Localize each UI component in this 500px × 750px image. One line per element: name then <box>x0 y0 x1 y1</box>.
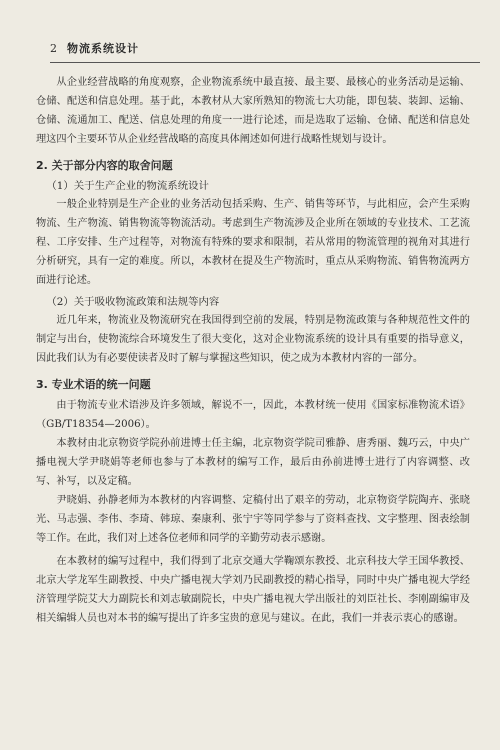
header-rule <box>50 62 480 63</box>
paragraph: 本教材由北京物资学院孙前进博士任主编，北京物资学院司雅静、唐秀丽、魏巧云，中央广播电视大学尹晓娟等老师也参与了本教材的编写工作，最后由孙前进博士进行了内容调整、改写、补写，以及定稿。 <box>36 438 470 487</box>
paragraph: 尹晓娟、孙静老师为本教材的内容调整、定稿付出了艰辛的劳动，北京物资学院陶卉、张晓光、马志强、李伟、李琦、韩琼、秦康利、张宁宇等同学参与了资料查找、文字整理、图表绘制等工作。在此，我们对上述各位老师和同学的辛勤劳动表示感谢。 <box>36 495 470 544</box>
running-header <box>36 40 470 56</box>
subsection-heading: （1）关于生产企业的物流系统设计 <box>46 180 209 192</box>
section-heading: 2. 关于部分内容的取舍问题 <box>36 159 173 172</box>
paragraph: 近几年来，物流业及物流研究在我国得到空前的发展，特别是物流政策与各种规范性文件的制定与出台，使物流综合环境发生了很大变化，这对企业物流系统的设计具有重要的指导意义，因此我们认为有必要使读者及时了解与掌握这些知识，使之成为本教材内容的一部分。 <box>36 315 470 364</box>
paragraph: 从企业经营战略的角度观察，企业物流系统中最直接、最主要、最核心的业务活动是运输、仓储、配送和信息处理。基于此，本教材从大家所熟知的物流七大功能，即包装、装卸、运输、仓储、流通加工、配送、信息处理的角度一一进行论述，而是选取了运输、仓储、配送和信息处理这四个主要环节从企业经营战略的高度具体阐述如何进行战略性规划与设计。 <box>36 77 470 145</box>
paragraph: 在本教材的编写过程中，我们得到了北京交通大学鞠颂东教授、北京科技大学王国华教授、北京大学龙军生副教授、中央广播电视大学刘乃民副教授的精心指导，同时中央广播电视大学经济管理学院艾大力副院长和刘志敏副院长，中央广播电视大学出版社的刘臣社长、李刚副编审及相关编辑人员也对本书的编写提出了许多宝贵的意见与建议。在此，我们一并表示衷心的感谢。 <box>36 556 470 624</box>
paragraph: 由于物流专业术语涉及许多领域，解说不一，因此，本教材统一使用《国家标准物流术语》（GB/T18354—2006）。 <box>36 400 470 430</box>
paragraph: 一般企业特别是生产企业的业务活动包括采购、生产、销售等环节，与此相应，会产生采购物流、生产物流、销售物流等物流活动。考虑到生产物流涉及企业所在领域的专业技术、工艺流程、工序安排、生产过程等，对物流有特殊的要求和限制，若从常用的物流管理的视角对其进行分析研究，具有一定的难度。所以，本教材在提及生产物流时，重点从采购物流、销售物流两方面进行论述。 <box>36 199 470 286</box>
page-number: 2 <box>50 42 57 55</box>
book-title: 物流系统设计 <box>67 42 139 55</box>
subsection-heading: （2）关于吸收物流政策和法规等内容 <box>46 296 220 308</box>
section-heading: 3. 专业术语的统一问题 <box>36 378 151 391</box>
